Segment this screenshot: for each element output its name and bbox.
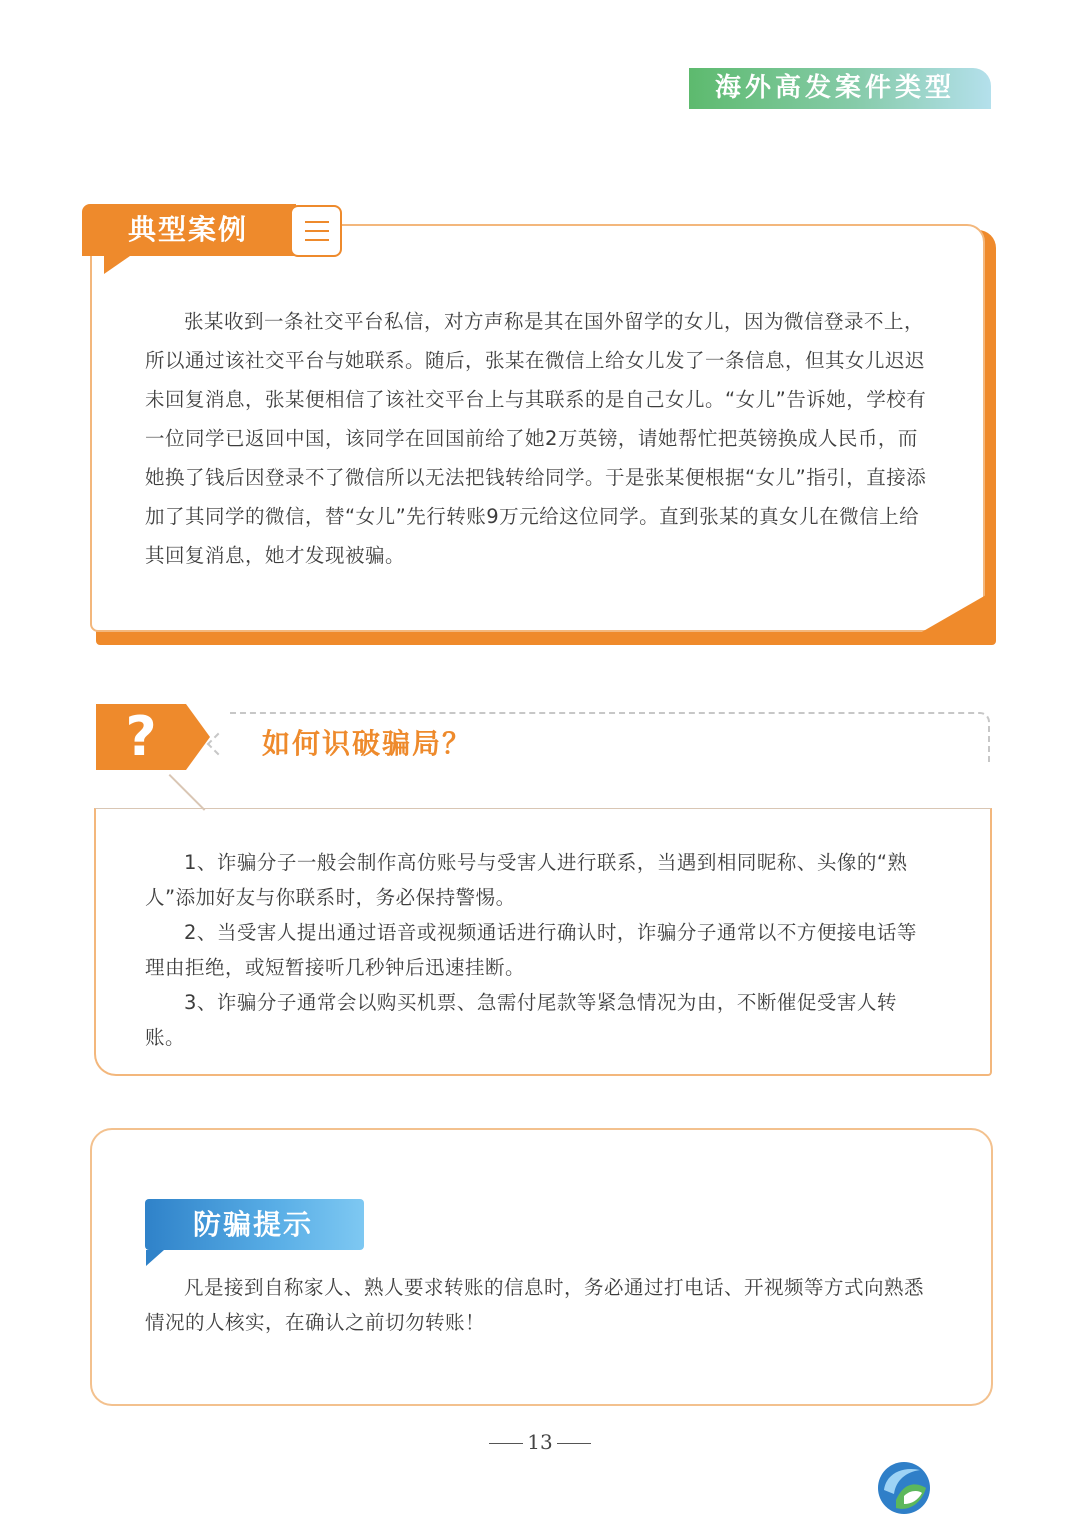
how-item-1: 1、诈骗分子一般会制作高仿账号与受害人进行联系，当遇到相同昵称、头像的“熟人”添加好友与你联系时，务必保持警惕。	[145, 851, 908, 909]
police-logo-icon	[876, 1460, 932, 1516]
how-title: 如何识破骗局？	[262, 727, 473, 760]
tip-tab-tail	[146, 1250, 164, 1266]
how-item-3: 3、诈骗分子通常会以购买机票、急需付尾款等紧急情况为由，不断催促受害人转账。	[145, 991, 897, 1049]
question-icon: ?	[96, 704, 186, 770]
tip-card	[90, 1128, 993, 1406]
case-title: 典型案例	[82, 204, 296, 256]
how-item-2: 2、当受害人提出通过语音或视频通话进行确认时，诈骗分子通常以不方便接电话等理由拒绝，或短暂接听几秒钟后迅速挂断。	[145, 921, 917, 979]
tip-paragraph: 凡是接到自称家人、熟人要求转账的信息时，务必通过打电话、开视频等方式向熟悉情况的人核实，在确认之前切勿转账！	[145, 1276, 925, 1334]
case-paragraph: 张某收到一条社交平台私信，对方声称是其在国外留学的女儿，因为微信登录不上，所以通过该社交平台与她联系。随后，张某在微信上给女儿发了一条信息，但其女儿迟迟未回复消息，张某便相信了该社交平台上与其联系的是自己女儿。“女儿”告诉她，学校有一位同学已返回中国，该同学在回国前给了她2万英镑，请她帮忙把英镑换成人民币，而她换了钱后因登录不了微信所以无法把钱转给同学。于是张某便根据“女儿”指引，直接添加了其同学的微信，替“女儿”先行转账9万元给这位同学。直到张某的真女儿在微信上给其回复消息，她才发现被骗。	[145, 310, 927, 567]
dashed-chevron	[207, 733, 230, 756]
case-tab-tail	[104, 256, 130, 274]
question-arrow	[186, 704, 210, 770]
page-number: 13	[0, 1430, 1080, 1454]
case-card-corner	[920, 595, 986, 633]
how-card-notch	[169, 774, 206, 811]
section-tag: 海外高发案件类型	[689, 68, 991, 109]
chat-bubble-icon	[290, 205, 342, 257]
tip-title: 防骗提示	[145, 1199, 364, 1250]
